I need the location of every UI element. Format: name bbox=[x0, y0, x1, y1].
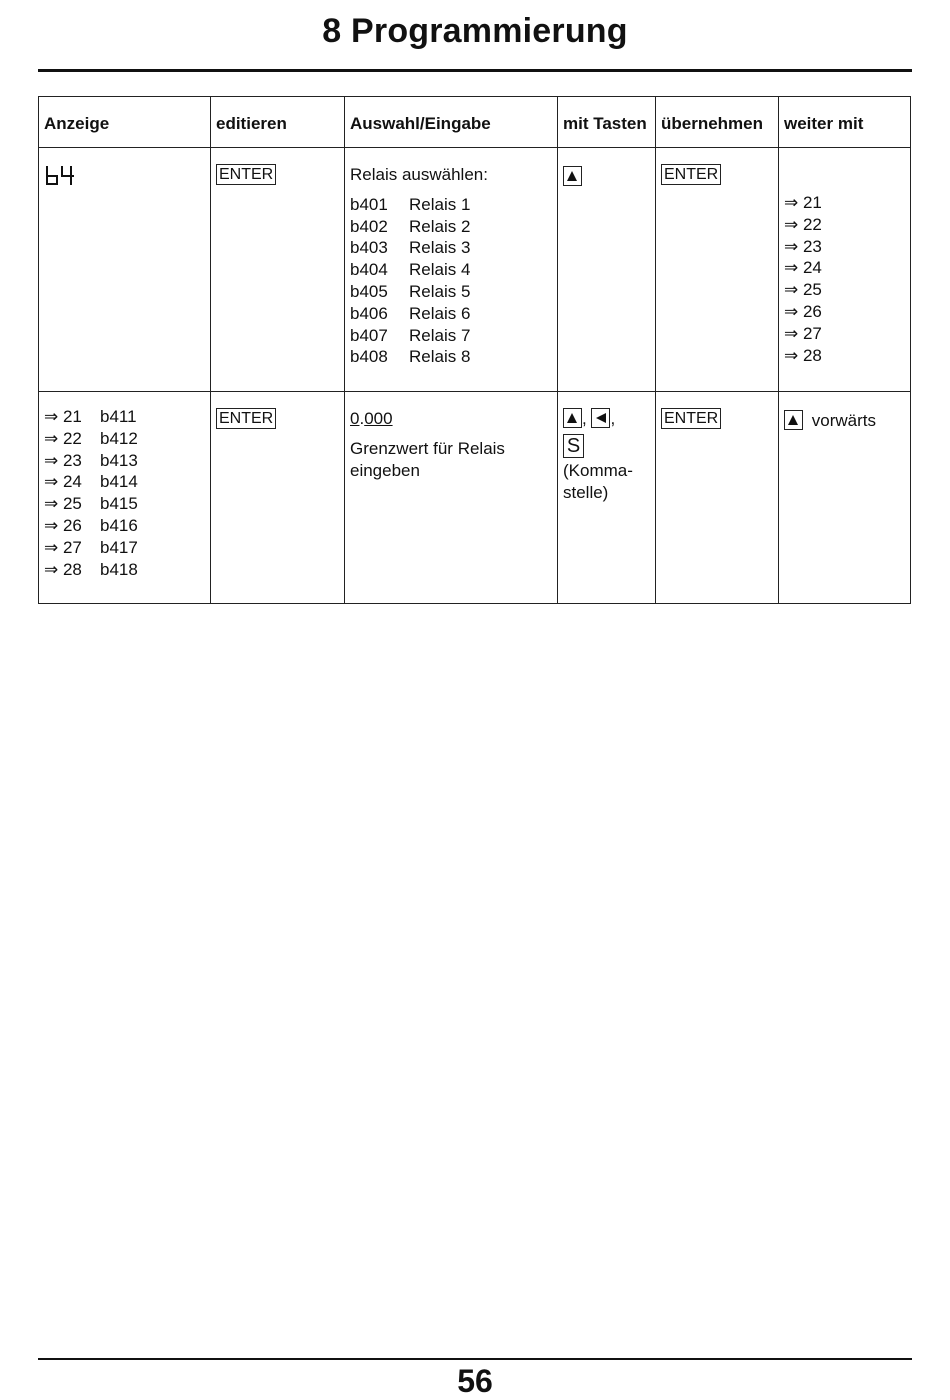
footer-rule bbox=[38, 1358, 912, 1360]
cell-confirm bbox=[656, 148, 779, 392]
table-header-row bbox=[39, 97, 911, 148]
next-label: vorwärts bbox=[811, 411, 876, 430]
enter-key: ENTER bbox=[216, 164, 276, 185]
list-item: ⇒ 27 b417 bbox=[44, 537, 138, 557]
cell-edit bbox=[211, 148, 345, 392]
column-header-auswahl: Auswahl/Eingabe bbox=[345, 97, 558, 148]
list-item: b407 Relais 7 bbox=[350, 325, 471, 345]
cell-selection bbox=[345, 148, 558, 392]
column-header-weiter: weiter mit bbox=[779, 97, 911, 148]
cell-keys bbox=[558, 148, 656, 392]
column-header-tasten: mit Tasten bbox=[558, 97, 656, 148]
enter-key: ENTER bbox=[216, 408, 276, 429]
value-digits: 000 bbox=[364, 409, 393, 428]
list-item: ⇒ 23 bbox=[784, 236, 822, 256]
table-row bbox=[39, 392, 911, 604]
list-item: ⇒ 24 b414 bbox=[44, 472, 138, 492]
cell-next bbox=[779, 148, 911, 392]
list-item: b408 Relais 8 bbox=[350, 347, 471, 367]
cell-display bbox=[39, 392, 211, 604]
column-header-uebernehmen: übernehmen bbox=[656, 97, 779, 148]
s-key: S bbox=[563, 434, 584, 458]
page-title: 8 Programmierung bbox=[322, 12, 628, 50]
list-item: b403 Relais 3 bbox=[350, 238, 471, 258]
key-separator: , bbox=[582, 409, 587, 428]
list-item: ⇒ 22 b412 bbox=[44, 428, 138, 448]
page-number: 56 bbox=[457, 1363, 493, 1399]
list-item: ⇒ 25 bbox=[784, 280, 822, 300]
list-item: ⇒ 27 bbox=[784, 323, 822, 343]
list-item: ⇒ 25 b415 bbox=[44, 494, 138, 514]
enter-key: ENTER bbox=[661, 408, 721, 429]
arrow-up-key-icon bbox=[784, 410, 803, 430]
value-display bbox=[350, 408, 552, 430]
arrow-up-key-icon bbox=[563, 166, 582, 186]
key-separator: , bbox=[610, 409, 616, 428]
list-item: ⇒ 28 bbox=[784, 345, 822, 365]
list-item: b406 Relais 6 bbox=[350, 303, 471, 323]
table-row bbox=[39, 148, 911, 392]
enter-key: ENTER bbox=[661, 164, 721, 185]
cell-selection bbox=[345, 392, 558, 604]
list-item: ⇒ 26 b416 bbox=[44, 515, 138, 535]
cell-next bbox=[779, 392, 911, 604]
list-item: ⇒ 23 b413 bbox=[44, 450, 138, 470]
list-item: ⇒ 22 bbox=[784, 214, 822, 234]
column-header-editieren: editieren bbox=[211, 97, 345, 148]
value-separator: . bbox=[359, 409, 365, 428]
list-item: ⇒ 21 b411 bbox=[44, 407, 137, 426]
relay-list bbox=[350, 194, 552, 368]
cell-keys bbox=[558, 392, 656, 604]
list-item: b401 Relais 1 bbox=[350, 194, 471, 214]
list-item: b404 Relais 4 bbox=[350, 260, 471, 280]
s-key-note: (Komma- stelle) bbox=[563, 460, 633, 502]
cell-edit bbox=[211, 392, 345, 604]
cell-confirm bbox=[656, 392, 779, 604]
lcd-display bbox=[44, 166, 76, 192]
list-item: b402 Relais 2 bbox=[350, 216, 471, 236]
list-item: ⇒ 24 bbox=[784, 258, 822, 278]
programming-table bbox=[38, 96, 911, 604]
selection-prompt: Relais auswählen: bbox=[350, 165, 488, 184]
arrow-left-key-icon bbox=[591, 408, 610, 428]
value-description: Grenzwert für Relais eingeben bbox=[350, 438, 505, 480]
lcd-b4-icon bbox=[44, 166, 76, 186]
list-item: ⇒ 28 b418 bbox=[44, 559, 138, 579]
list-item: b405 Relais 5 bbox=[350, 281, 471, 301]
list-item: ⇒ 21 bbox=[784, 193, 822, 212]
arrow-up-key-icon bbox=[563, 408, 582, 428]
header-rule bbox=[38, 69, 912, 72]
value-digit-active: 0 bbox=[350, 409, 360, 428]
cell-display bbox=[39, 148, 211, 392]
list-item: ⇒ 26 bbox=[784, 301, 822, 321]
column-header-anzeige: Anzeige bbox=[39, 97, 211, 148]
